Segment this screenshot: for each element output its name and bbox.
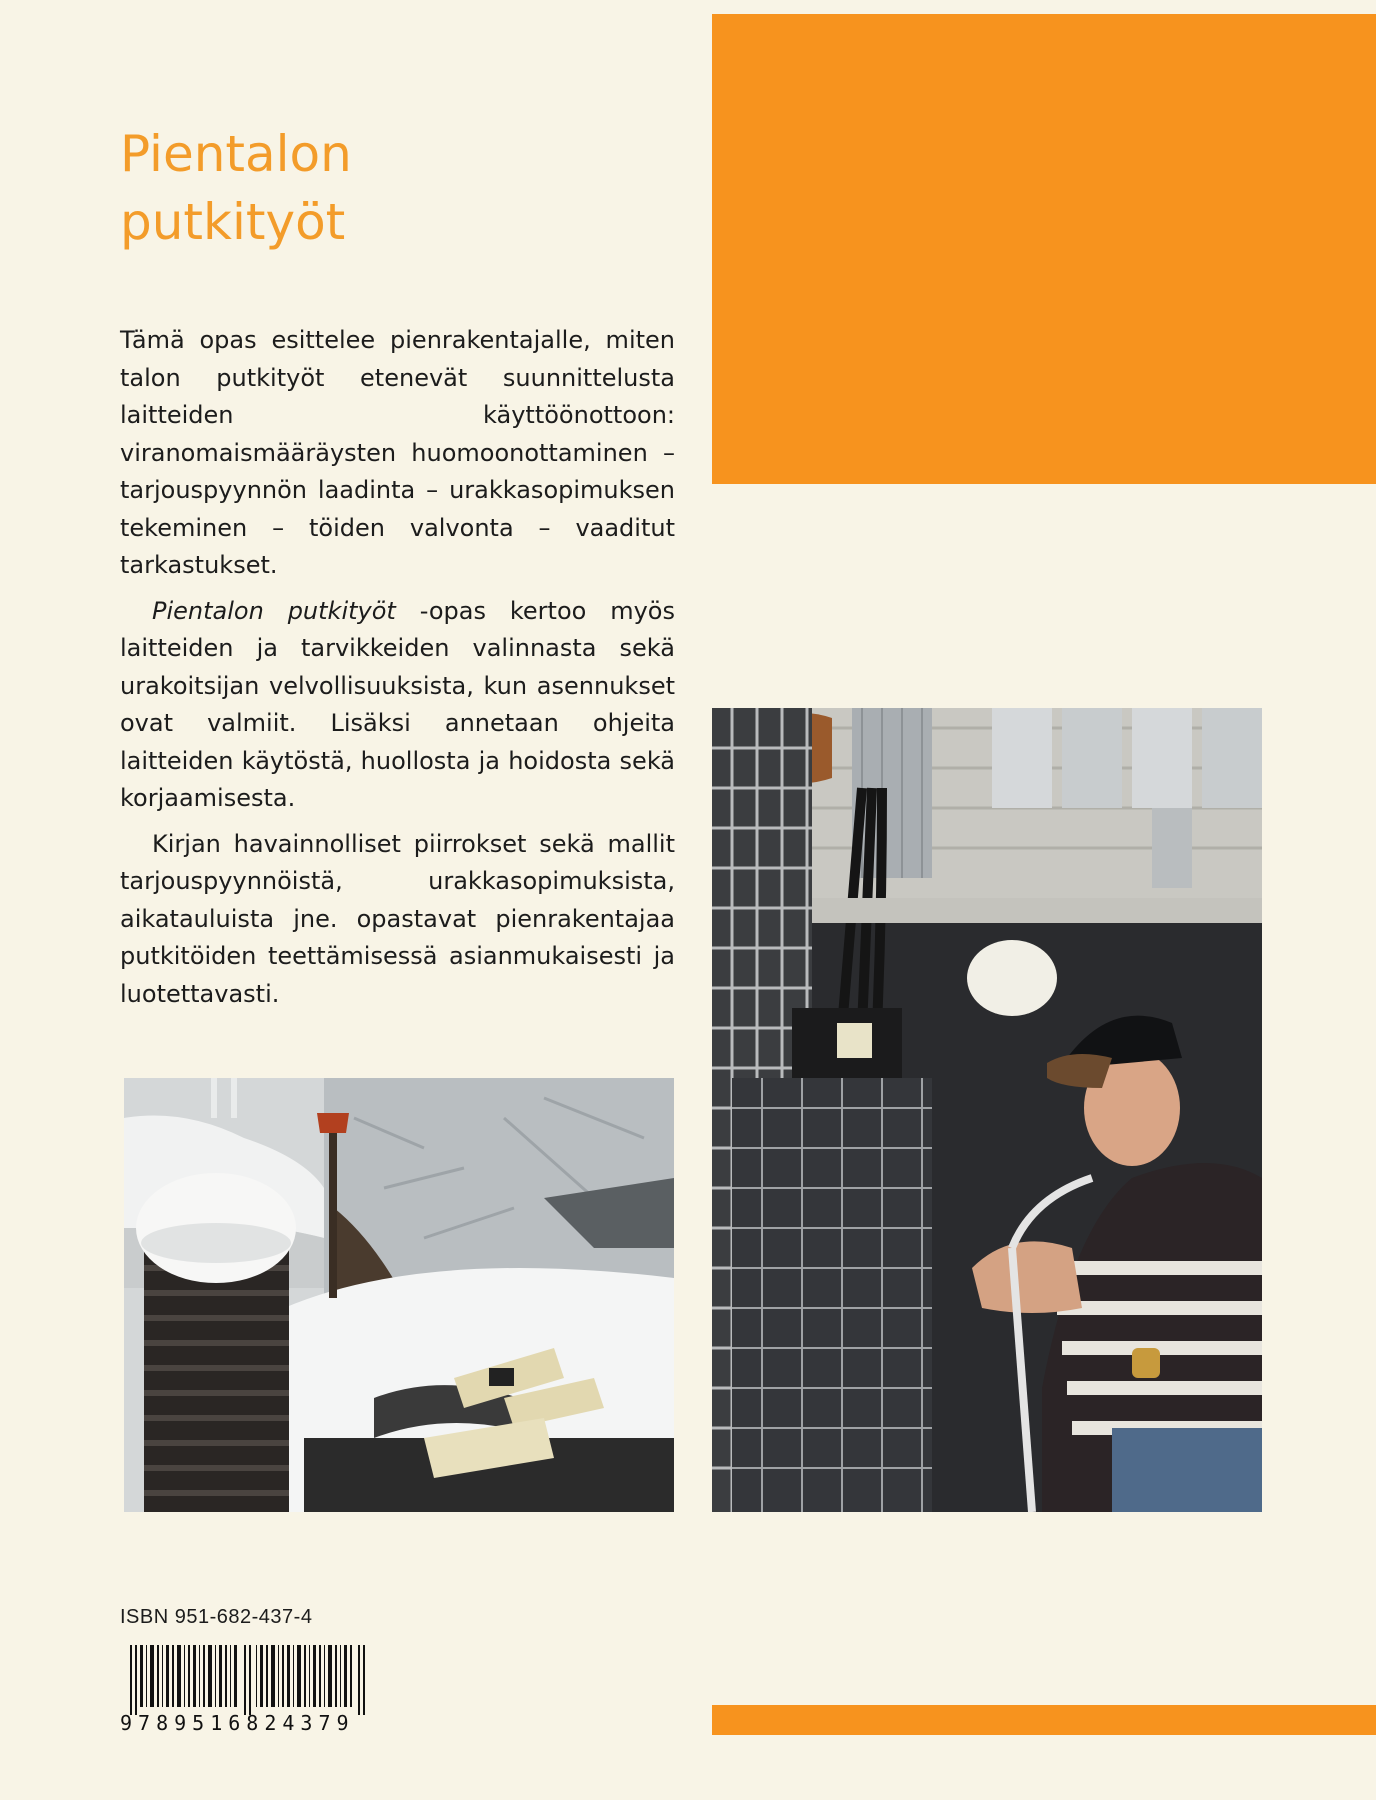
blurb-paragraph-1: Tämä opas esittelee pienrakentajalle, miten talon putkityöt etenevät suunnittelusta laitteiden käyttöönottoon: viranomaismääräysten huomoonottaminen – tarjouspyynnön laadinta – urakkasopimuksen tekeminen – töiden valvonta – vaaditut tarkastukset. — [120, 326, 675, 579]
orange-color-block — [712, 14, 1376, 484]
blurb-paragraph-2-text: -opas kertoo myös laitteiden ja tarvikkeiden valinnasta sekä urakoitsijan velvollisuuksista, kun asennukset ovat valmiit. Lisäksi annetaan ohjeita laitteiden käytöstä, huollosta ja hoidosta sekä korjaamisesta. — [120, 596, 675, 812]
orange-bottom-bar — [712, 1705, 1376, 1735]
snowy-drain-photo — [124, 1078, 674, 1512]
barcode-bars-icon — [120, 1645, 384, 1715]
book-title-line-2: putkityöt — [120, 193, 346, 251]
blurb-italic-title: Pientalon putkityöt — [152, 596, 396, 625]
blurb-paragraph-2 — [120, 593, 675, 818]
isbn-number: ISBN 951-682-437-4 — [120, 1606, 313, 1628]
blurb-paragraph-3: Kirjan havainnolliset piirrokset sekä mallit tarjouspyynnöistä, urakkasopimuksista, aikatauluista jne. opastavat pienrakentajaa putkitöiden teettämisessä asianmukaisesti ja luotettavasti. — [120, 829, 675, 1008]
book-title-line-1: Pientalon — [120, 125, 352, 183]
book-title — [120, 120, 352, 256]
barcode — [120, 1645, 384, 1737]
blurb-text — [120, 322, 675, 1021]
plumber-worker-photo — [712, 708, 1262, 1512]
barcode-digits: 9789516824379 — [120, 1711, 355, 1735]
